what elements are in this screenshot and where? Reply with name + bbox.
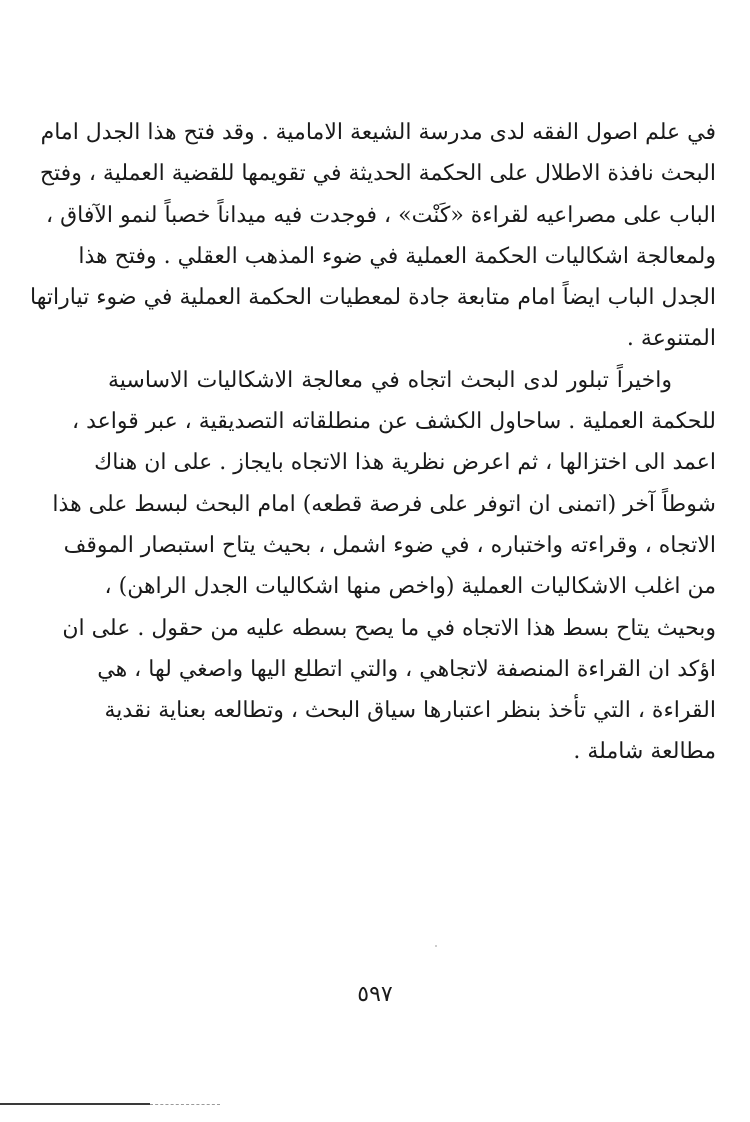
text-line: للحكمة العملية . ساحاول الكشف عن منطلقاته التصديقية ، عبر قواعد ، [72,409,716,435]
text-line: الجدل الباب ايضاً امام متابعة جادة لمعطيات الحكمة العملية في ضوء تياراتها [30,285,716,311]
text-line: القراءة ، التي تأخذ بنظر اعتبارها سياق البحث ، وتطالعه بعناية نقدية [104,698,716,724]
paragraph-end-line: المتنوعة . [626,326,716,352]
scan-edge-rule-faint [150,1104,220,1105]
text-line: ولمعالجة اشكاليات الحكمة العملية في ضوء المذهب العقلي . وفتح هذا [78,243,716,269]
page-number: ٥٩٧ [357,982,393,1007]
text-line: وبحيث يتاح بسط هذا الاتجاه في ما يصح بسطه عليه من حقول . على ان [62,615,716,641]
text-line: شوطاً آخر (اتمنى ان اتوفر على فرصة قطعه) امام البحث لبسط على هذا [52,491,716,517]
text-line: البحث نافذة الاطلال على الحكمة الحديثة في تقويمها للقضية العملية ، وفتح [39,161,716,187]
body-text [30,112,716,773]
scan-edge-rule [0,1103,150,1105]
text-line: الاتجاه ، وقراءته واختباره ، في ضوء اشمل ، بحيث يتاح استبصار الموقف [63,532,716,558]
paragraph-end-line: مطالعة شاملة . [573,739,716,765]
text-line: من اغلب الاشكاليات العملية (واخص منها اشكاليات الجدل الراهن) ، [104,574,716,600]
scan-speck [435,945,437,947]
text-line: اعمد الى اختزالها ، ثم اعرض نظرية هذا الاتجاه بايجاز . على ان هناك [94,450,716,476]
text-line: اؤكد ان القراءة المنصفة لاتجاهي ، والتي اتطلع اليها واصغي لها ، هي [97,656,716,682]
text-line: في علم اصول الفقه لدى مدرسة الشيعة الامامية . وقد فتح هذا الجدل امام [40,120,716,145]
paragraph-start-line: واخيراً تبلور لدى البحث اتجاه في معالجة الاشكاليات الاساسية [108,367,672,393]
text-line: الباب على مصراعيه لقراءة «كَنْت» ، فوجدت فيه ميداناً خصباً لنمو الآفاق ، [46,202,716,228]
